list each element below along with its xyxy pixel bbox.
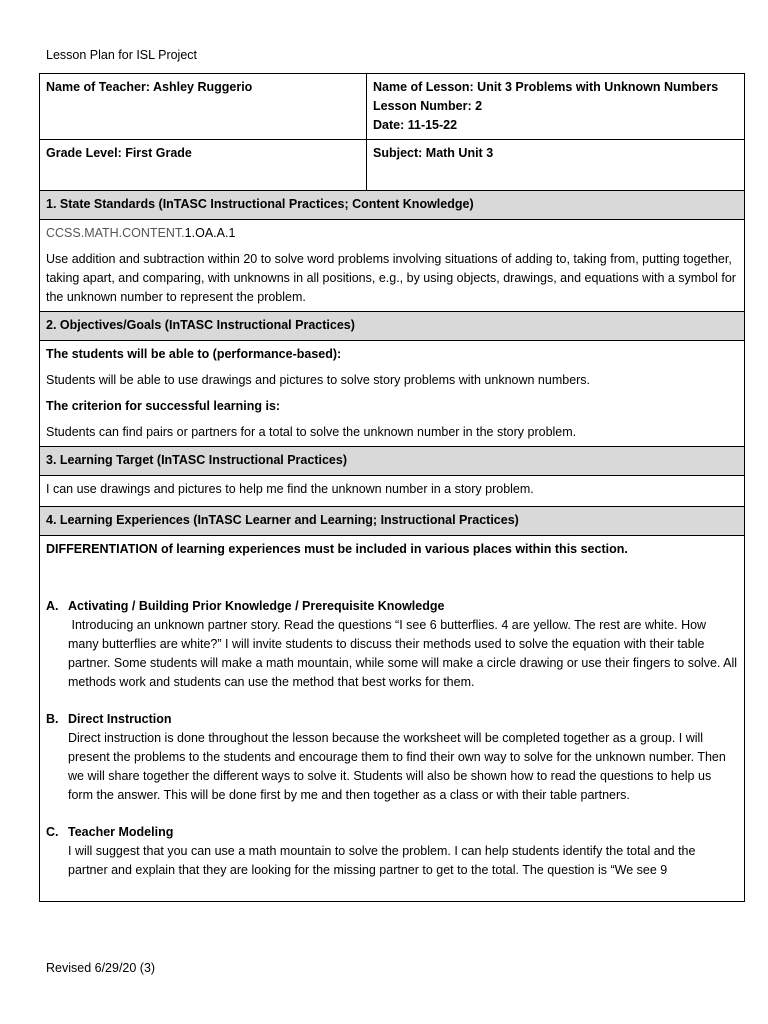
standard-code-prefix: CCSS.MATH.CONTENT. [46,226,185,240]
experiences-content [46,540,741,901]
experiences-header-row [40,507,745,536]
section-c-text: I will suggest that you can use a math mountain to solve the problem. I can help students identify the total and the partner and explain that they are looking for the missing partner to get to the total. The question is “We see 9 [68,844,696,877]
lesson-date: Date: 11-15-22 [373,118,458,132]
grade-level: Grade Level: First Grade [46,146,192,160]
experiences-cell [40,536,745,902]
target-cell [40,476,745,507]
standard-code-suffix: 1.OA.A.1 [184,226,236,240]
section-b-label: B. [46,712,59,726]
teacher-cell [40,74,367,140]
section-c-title: Teacher Modeling [68,825,174,839]
document-title: Lesson Plan for ISL Project [46,48,198,62]
teacher-name: Name of Teacher: Ashley Ruggerio [46,80,253,94]
revision-footer: Revised 6/29/20 (3) [46,961,156,975]
section-b-title: Direct Instruction [68,712,172,726]
lesson-info-cell [367,74,745,140]
section-a-label: A. [46,599,59,613]
objectives-row [40,341,745,447]
criterion-text: Students can find pairs or partners for a total to solve the unknown number in the story problem. [46,425,577,439]
standards-cell [40,220,745,312]
lesson-number: Lesson Number: 2 [373,99,483,113]
subject-cell [367,140,745,191]
section-c-heading [46,823,738,842]
section-b-text: Direct instruction is done throughout the lesson because the worksheet will be completed together as a group. I will present the problems to the students and encourage them to find their own way to solve for the unknown number. Then we will share together the different ways to solve it. Students will also be shown how to read the questions to help us form the answer. This will be done first by me and then together as a class or with their table partners. [68,731,726,802]
target-header-row [40,447,745,476]
performance-label: The students will be able to (performance-based): [46,347,342,361]
section-a-heading [46,597,738,616]
lesson-plan-table [39,73,745,902]
info-row-1 [40,74,745,140]
grade-cell [40,140,367,191]
objectives-cell [40,341,745,447]
criterion-label: The criterion for successful learning is: [46,399,281,413]
experiences-header: 4. Learning Experiences (InTASC Learner and Learning; Instructional Practices) [40,507,745,536]
section-a-text: Introducing an unknown partner story. Read the questions “I see 6 butterflies. 4 are yellow. The rest are white. How many butterflies are white?” I will invite students to discuss their methods used to solve the equation with their table partner. Some students will make a math mountain, while some will make a circle drawing or use their fingers to solve. All methods work and students can use the method that best works for them. [68,618,741,689]
standard-text: Use addition and subtraction within 20 to solve word problems involving situations of adding to, taking from, putting together, taking apart, and comparing, with unknowns in all positions, e.g., by using objects, drawings, and equations with a symbol for the unknown number to represent the problem. [46,252,736,304]
lesson-name: Name of Lesson: Unit 3 Problems with Unknown Numbers [373,80,719,94]
objectives-header: 2. Objectives/Goals (InTASC Instructional Practices) [40,312,745,341]
target-text: I can use drawings and pictures to help me find the unknown number in a story problem. [46,482,534,496]
experiences-row [40,536,745,902]
differentiation-note: DIFFERENTIATION of learning experiences must be included in various places within this section. [46,542,628,556]
section-b-heading [46,710,738,729]
subject: Subject: Math Unit 3 [373,146,494,160]
performance-text: Students will be able to use drawings and pictures to solve story problems with unknown numbers. [46,373,591,387]
target-header: 3. Learning Target (InTASC Instructional Practices) [40,447,745,476]
standards-header: 1. State Standards (InTASC Instructional Practices; Content Knowledge) [40,191,745,220]
target-row [40,476,745,507]
objectives-header-row [40,312,745,341]
standard-code [46,224,738,243]
section-c-label: C. [46,825,59,839]
standards-row [40,220,745,312]
info-row-2 [40,140,745,191]
standards-header-row [40,191,745,220]
section-a-title: Activating / Building Prior Knowledge / Prerequisite Knowledge [68,599,445,613]
